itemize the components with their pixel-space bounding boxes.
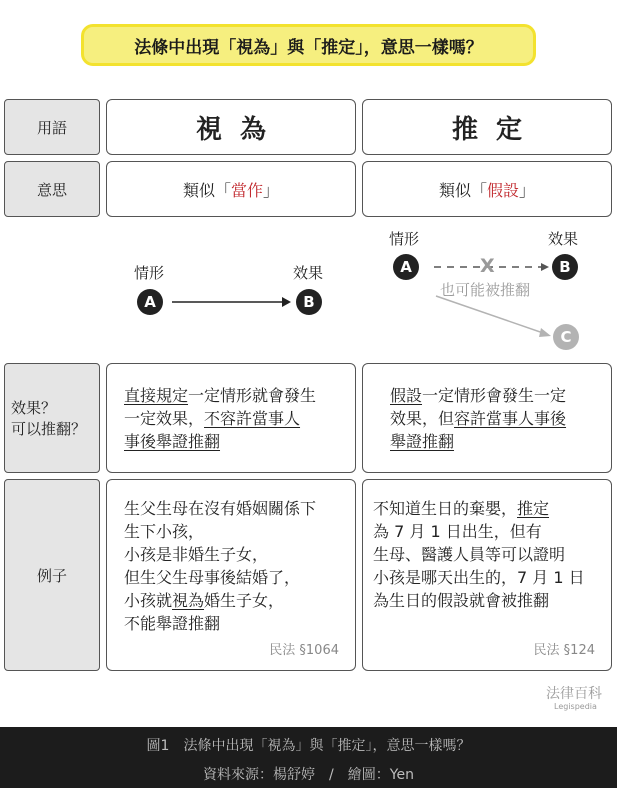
deem-example-line: 生下小孩， (124, 522, 205, 541)
row-label-example: 例子 (4, 479, 100, 671)
presume-example-line: 為生日的假設就會被推翻 (373, 591, 550, 610)
presume-effect-u2: 容許當事人事後 (454, 409, 567, 428)
deem-effect-u1: 直接規定 (124, 386, 189, 405)
presume-example-line: 為 7 月 1 日出生，但有 (373, 522, 542, 541)
deem-example-line: 但生父生母事後結婚了， (124, 568, 301, 587)
presume-example-frag: 不知道生日的棄嬰， (373, 499, 518, 518)
deem-law-citation: 民法 §1064 (269, 643, 339, 658)
presume-example-line: 生母、醫護人員等可以證明 (373, 545, 566, 564)
deem-effect-u3: 事後舉證推翻 (124, 432, 221, 451)
row-label-meaning: 意思 (4, 161, 100, 217)
deem-meaning-suffix: 」 (263, 180, 280, 200)
deem-effect-t2: 一定效果， (124, 409, 205, 428)
deem-term: 視為 (195, 114, 284, 145)
presume-x-mark: X (480, 255, 495, 277)
deem-example-keyword: 視為 (172, 591, 205, 610)
presume-law-citation: 民法 §124 (533, 643, 595, 658)
deem-meaning-key: 當作 (230, 180, 263, 200)
brand-logo-sub: Legispedia (554, 702, 597, 711)
presume-effect-u1: 假設 (390, 386, 423, 405)
deem-example-cell (106, 479, 356, 671)
presume-meaning-key: 假設 (486, 180, 519, 200)
deem-node-b: B (296, 289, 322, 315)
presume-effect-t1: 一定情形會發生一定 (422, 386, 567, 405)
deem-example-line: 小孩是非婚生子女， (124, 545, 269, 564)
deem-term-cell (106, 99, 356, 155)
presume-term-cell (362, 99, 612, 155)
presume-effect-u3: 舉證推翻 (390, 432, 455, 451)
deem-example-frag: 小孩就 (124, 591, 173, 610)
presume-overturn-note: 也可能被推翻 (440, 281, 531, 299)
deem-meaning-cell (106, 161, 356, 217)
presume-node-a: A (393, 254, 419, 280)
deem-effect-cell (106, 363, 356, 473)
row-label-effect (4, 363, 100, 473)
deem-diagram-cond-label: 情形 (134, 264, 165, 282)
presume-meaning-prefix: 類似「 (438, 180, 487, 200)
deem-example-line: 生父生母在沒有婚姻關係下 (124, 499, 317, 518)
row-label-effect-line2: 可以推翻？ (11, 420, 87, 438)
row-label-effect-line1: 效果？ (11, 399, 57, 417)
brand-logo-name: 法律百科 (546, 686, 602, 702)
deem-arrow (170, 294, 294, 310)
presume-diagram-cond-label: 情形 (389, 230, 420, 248)
presume-example-cell (362, 479, 612, 671)
presume-diagram-effect-label: 效果 (548, 230, 579, 248)
deem-node-a: A (137, 289, 163, 315)
presume-node-b: B (552, 254, 578, 280)
presume-node-c: C (553, 324, 579, 350)
deem-effect-t1: 一定情形就會發生 (188, 386, 317, 405)
footer-credit: 資料來源：楊舒婷 / 繪圖：Yen (203, 767, 414, 783)
presume-example-line: 小孩是哪天出生的，7 月 1 日 (373, 568, 585, 587)
presume-meaning-suffix: 」 (519, 180, 536, 200)
deem-effect-u2: 不容許當事人 (204, 409, 301, 428)
presume-meaning-cell (362, 161, 612, 217)
presume-effect-t2: 效果，但 (390, 409, 455, 428)
row-label-term: 用語 (4, 99, 100, 155)
page-title: 法條中出現「視為」與「推定」，意思一樣嗎？ (81, 24, 536, 66)
deem-meaning-prefix: 類似「 (182, 180, 231, 200)
presume-effect-cell (362, 363, 612, 473)
presume-term: 推定 (451, 114, 540, 145)
presume-example-keyword: 推定 (517, 499, 550, 518)
footer (0, 727, 617, 788)
deem-diagram-effect-label: 效果 (293, 264, 324, 282)
deem-example-frag: 婚生子女， (204, 591, 285, 610)
footer-caption: 圖1 法條中出現「視為」與「推定」，意思一樣嗎？ (146, 738, 471, 754)
deem-example-line: 不能舉證推翻 (124, 614, 221, 633)
